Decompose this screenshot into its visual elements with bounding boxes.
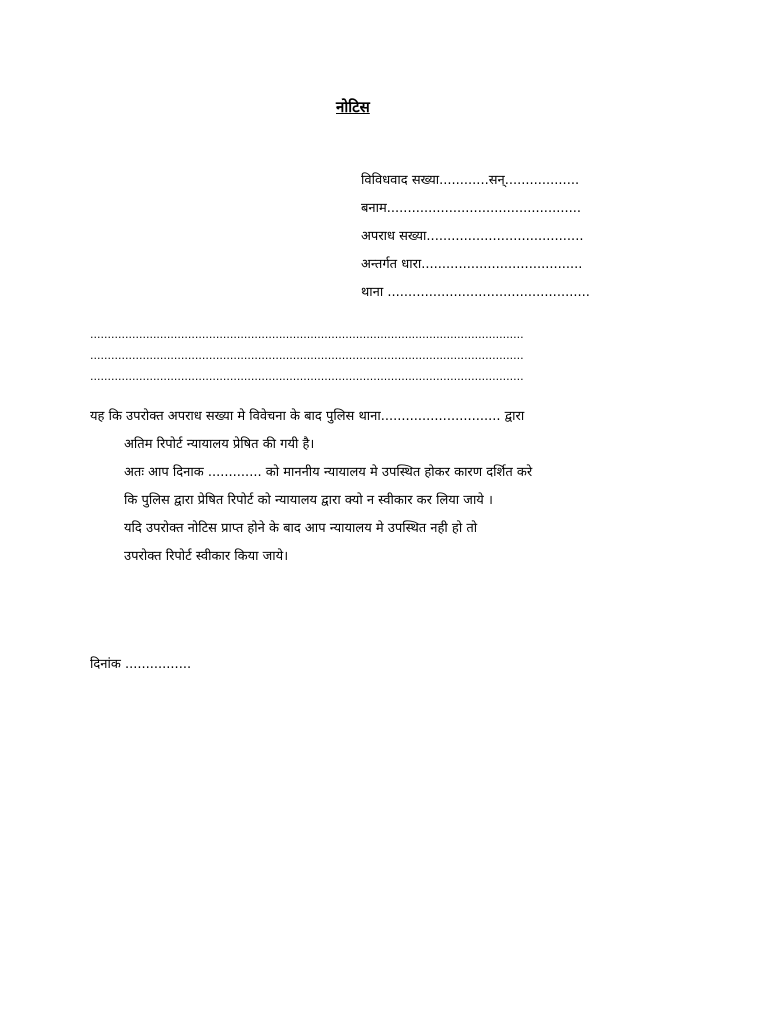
notice-title: नोटिस bbox=[336, 98, 370, 116]
body-line: यदि उपरोक्त नोटिस प्राप्त होने के बाद आप न्यायालय मे उपस्थित नही हो तो bbox=[124, 521, 478, 536]
date-line: दिनांक ................ bbox=[90, 657, 192, 672]
dotted-line: ............................................................................................................................ bbox=[90, 349, 524, 362]
police-station-line: थाना ................................................. bbox=[361, 285, 590, 300]
case-details bbox=[361, 171, 691, 311]
versus-line: बनाम............................................... bbox=[361, 201, 581, 216]
dotted-line: ............................................................................................................................ bbox=[90, 328, 524, 341]
body-line: अतिम रिपोर्ट न्यायालय प्रेषित की गयी है। bbox=[124, 437, 315, 452]
body-line: यह कि उपरोक्त अपराध सख्या मे विवेचना के बाद पुलिस थाना............................. द्वारा bbox=[90, 409, 525, 424]
notice-body bbox=[90, 406, 610, 574]
body-line: अतः आप दिनाक ............. को माननीय न्यायालय मे उपस्थित होकर कारण दर्शित करे bbox=[124, 465, 533, 480]
section-line: अन्तर्गत धारा....................................... bbox=[361, 257, 583, 272]
body-line: कि पुलिस द्वारा प्रेषित रिपोर्ट को न्यायालय द्वारा क्यो न स्वीकार कर लिया जाये । bbox=[124, 493, 493, 508]
dotted-line: ............................................................................................................................ bbox=[90, 370, 524, 383]
address-dotted-lines bbox=[90, 326, 530, 389]
case-number-line: विविधवाद सख्या............सन्.................. bbox=[361, 173, 580, 188]
body-line: उपरोक्त रिपोर्ट स्वीकार किया जाये। bbox=[124, 549, 289, 564]
crime-number-line: अपराध सख्या...................................... bbox=[361, 229, 584, 244]
